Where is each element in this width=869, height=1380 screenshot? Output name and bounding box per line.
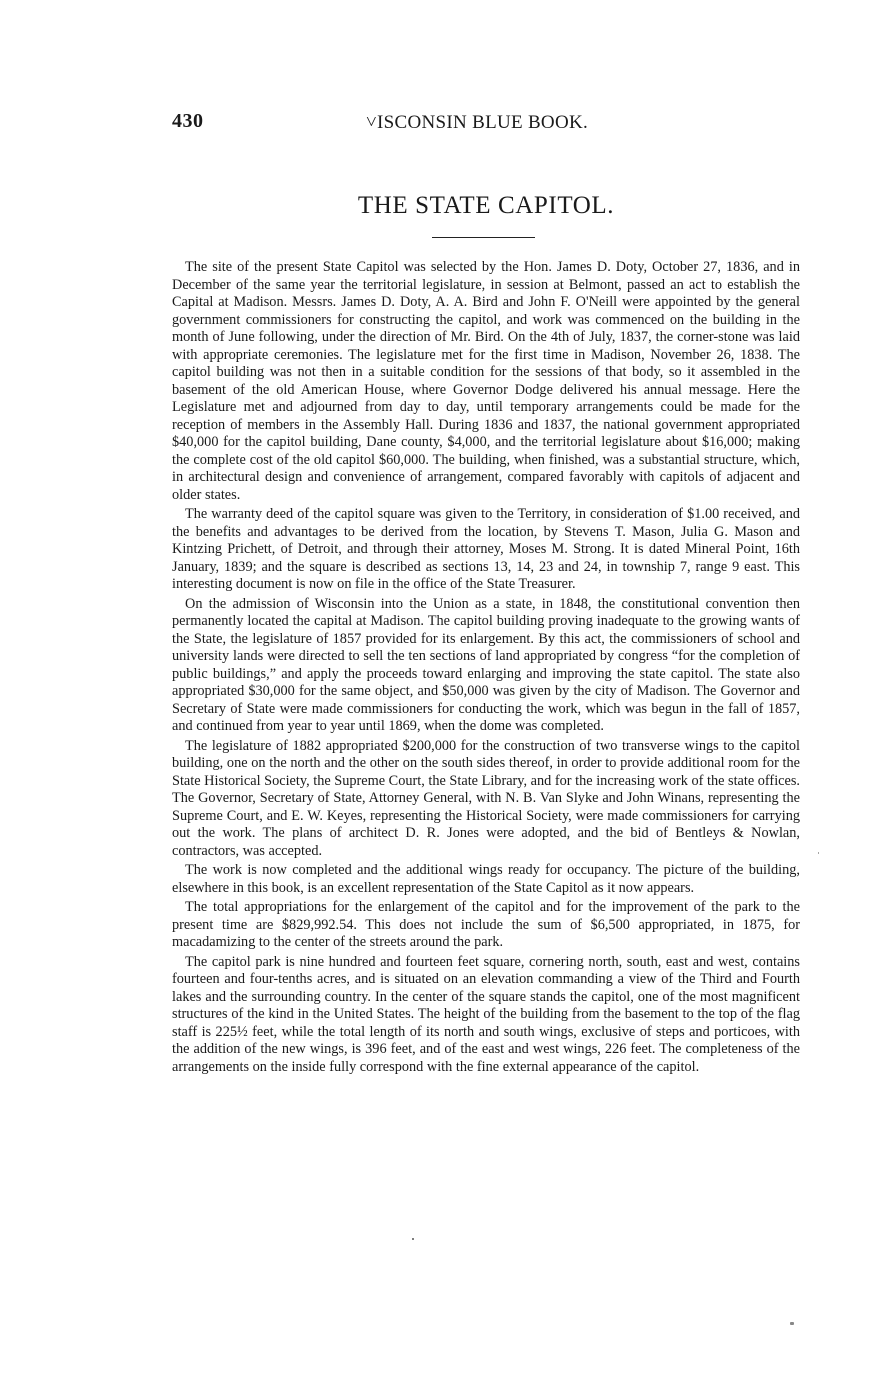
- paragraph-capitol-park: The capitol park is nine hundred and fourteen feet square, cornering north, south, east and west, contains fourteen and four-tenths acres, and is situated on an elevation commanding a view of the Third and Fourth lakes and the surrounding country. In the center of the square stands the capitol, one of the most magnificent structures of the kind in the United States. The height of the building from the basement to the top of the flag staff is 225½ feet, while the total length of its north and south wings, exclusive of steps and porticoes, with the addition of the new wings, is 396 feet, and of the east and west wings, 226 feet. The completeness of the arrangements on the inside fully correspond with the fine external appearance of the capitol.: [172, 953, 800, 1075]
- paragraph-statehood-enlargement: On the admission of Wisconsin into the Union as a state, in 1848, the constitutional convention then permanently located the capital at Madison. The capitol building proving inadequate to the growing wants of the State, the legislature of 1857 provided for its enlargement. By this act, the commissioners of school and university lands were directed to sell the ten sections of land appropriated by congress “for the completion of public buildings,” and apply the proceeds toward enlarging and improving the state capitol. The state also appropriated $30,000 for the same object, and $50,000 was given by the city of Madison. The Governor and Secretary of State were made commissioners for conducting the work, which was begun in the fall of 1857, and continued from year to year until 1869, when the dome was completed.: [172, 595, 800, 734]
- paragraph-appropriations: The total appropriations for the enlargement of the capitol and for the improvement of the park to the present time are $829,992.54. This does not include the sum of $6,500 appropriated, in 1875, for macadamizing to the center of the streets around the park.: [172, 899, 800, 950]
- paragraph-site-selection: The site of the present State Capitol was selected by the Hon. James D. Doty, October 27, 1836, and in December of the same year the territorial legislature, in session at Belmont, passed an act to establish the Capital at Madison. Messrs. James D. Doty, A. A. Bird and John F. O'Neill were appointed by the general government commissioners for constructing the capitol, and work was commenced on the building in the month of June following, under the direction of Mr. Bird. On the 4th of July, 1837, the corner-stone was laid with appropriate ceremonies. The legislature met for the first time in Madison, November 26, 1838. The capitol building was not then in a suitable condition for the sessions of that body, so it assembled in the basement of the old American House, where Governor Dodge delivered his annual message. Here the Legislature met and adjourned from day to day, until temporary arrangements could be made for the reception of members in the Assembly Hall. During 1836 and 1837, the national government appropriated $40,000 for the capitol building, Dane county, $4,000, and the territorial legislature about $16,000; making the complete cost of the old capitol $60,000. The building, when finished, was a substantial structure, which, in architectural design and convenience of arrangement, compared favorably with capitols of adjacent and older states.: [172, 259, 800, 503]
- paragraph-warranty-deed: The warranty deed of the capitol square was given to the Territory, in consideration of $1.00 received, and the benefits and advantages to be derived from the location, by Stevens T. Mason, Julia G. Mason and Kintzing Prichett, of Detroit, and through their attorney, Moses M. Strong. It is dated Mineral Point, 16th January, 1839; and the square is described as sections 13, 14, 23 and 24, in township 7, range 9 east. This interesting document is now on file in the office of the State Treasurer.: [172, 506, 800, 592]
- title-rule: [432, 237, 535, 238]
- running-head: [172, 110, 800, 136]
- article-title: THE STATE CAPITOL.: [357, 192, 615, 219]
- paragraph-transverse-wings: The legislature of 1882 appropriated $200,000 for the construction of two transverse wings to the capitol building, one on the north and the other on the south sides thereof, in order to provide additional room for the State Historical Society, the Supreme Court, the State Library, and for the increasing work of the state offices. The Governor, Secretary of State, Attorney General, with N. B. Van Slyke and John Winans, representing the Supreme Court, and E. W. Keyes, representing the Historical Society, were made commissioners for carrying out the work. The plans of architect D. R. Jones were adopted, and the bid of Bentleys & Nowlan, contractors, was accepted.: [172, 737, 800, 859]
- article-body: [172, 259, 800, 1078]
- paragraph-work-completed: The work is now completed and the additional wings ready for occupancy. The picture of the building, elsewhere in this book, is an excellent representation of the State Capitol as it now appears.: [172, 862, 800, 896]
- print-speck: [818, 852, 819, 854]
- book-title: ˅ISCONSIN BLUE BOOK.: [366, 112, 589, 133]
- page-number: 430: [172, 110, 204, 132]
- print-speck: [412, 1238, 414, 1240]
- print-speck: [790, 1322, 794, 1325]
